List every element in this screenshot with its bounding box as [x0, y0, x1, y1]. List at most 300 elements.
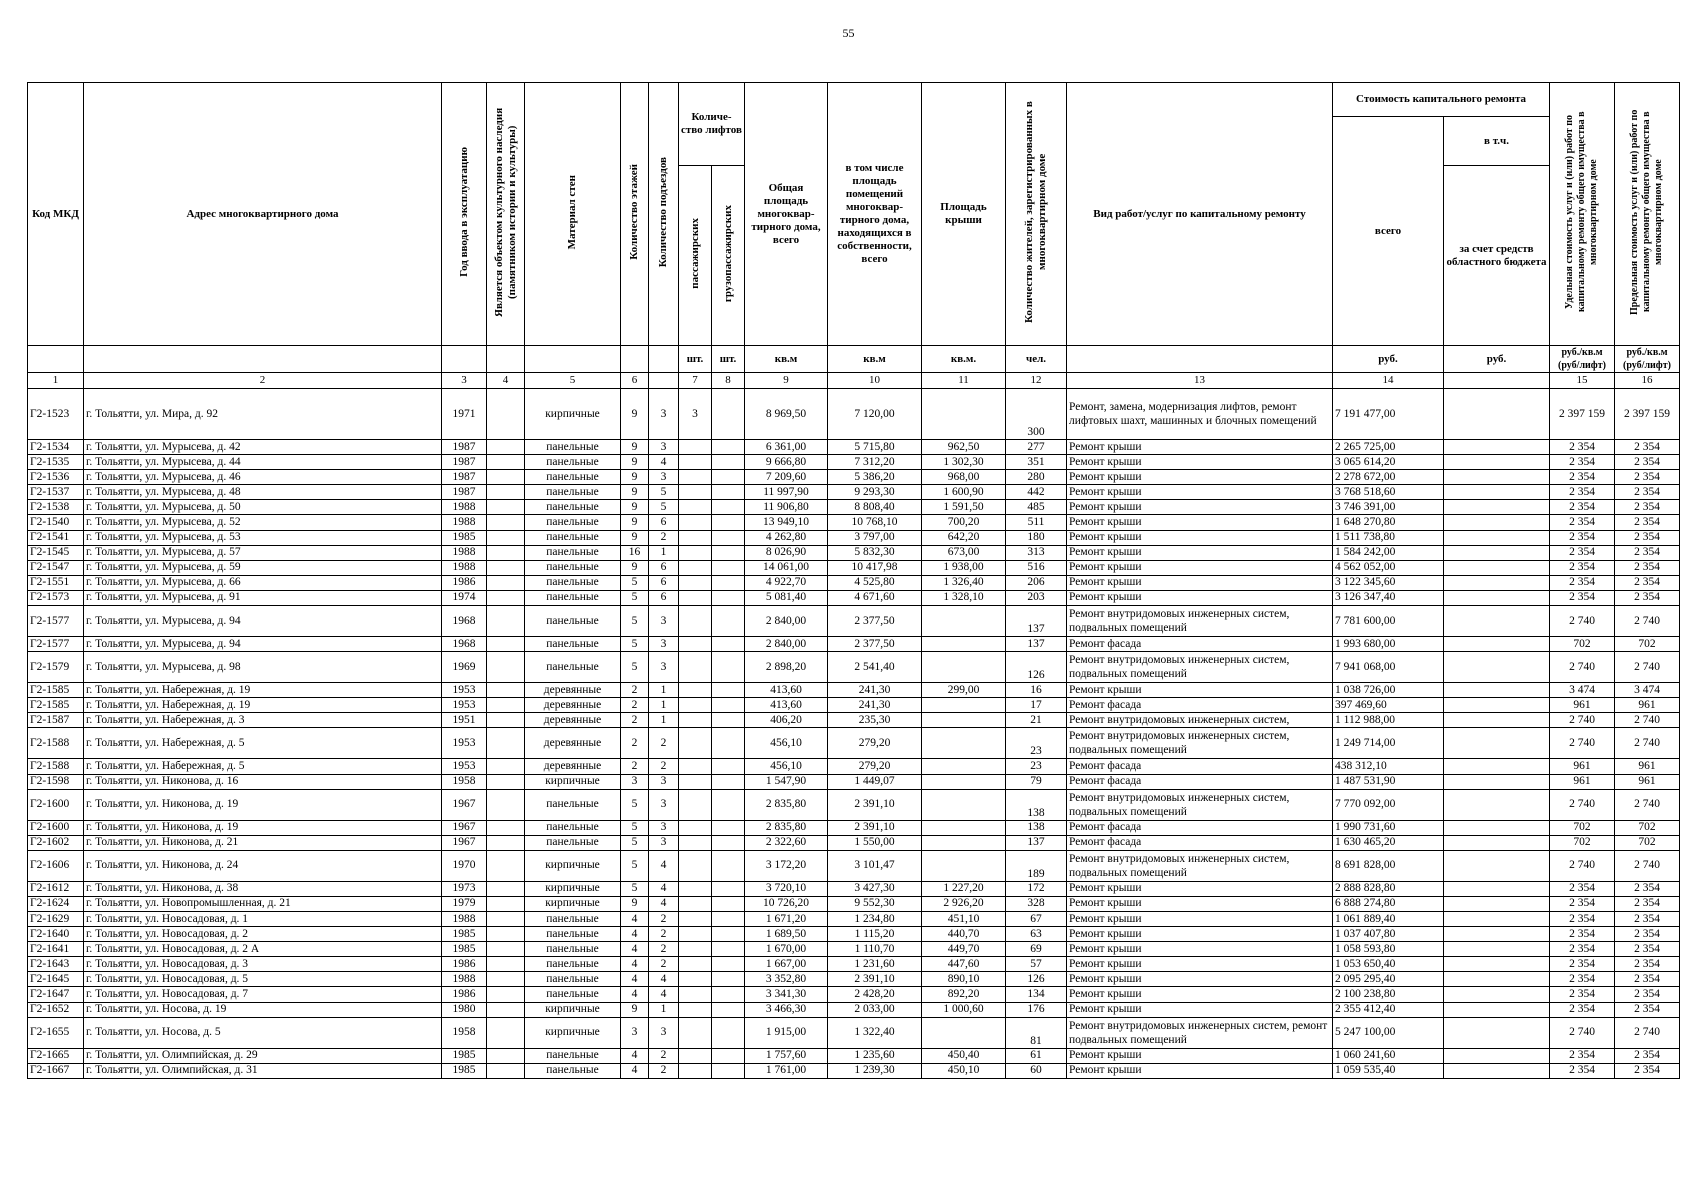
cell-total-area: 2 840,00: [745, 637, 828, 652]
cell-work-type: Ремонт фасада: [1067, 774, 1333, 789]
cell-limit-cost: 2 354: [1615, 560, 1680, 575]
cell-wall-material: деревянные: [525, 683, 621, 698]
cell-total-area: 4 262,80: [745, 530, 828, 545]
cell-total-area: 3 341,30: [745, 987, 828, 1002]
th-floors: Количество этажей: [628, 164, 640, 260]
cell-year: 1967: [442, 789, 487, 820]
cell-entrances: 2: [649, 942, 679, 957]
cell-lifts-cargo: [712, 957, 745, 972]
cell-work-type: Ремонт крыши: [1067, 942, 1333, 957]
cell-unit-cost: 2 354: [1550, 530, 1615, 545]
cell-cost-total: 1 511 738,80: [1333, 530, 1444, 545]
cell-lifts-cargo: [712, 637, 745, 652]
cell-unit-cost: 2 354: [1550, 440, 1615, 455]
cell-heritage: [487, 1063, 525, 1078]
cell-premises-area: 2 391,10: [828, 972, 922, 987]
cell-heritage: [487, 515, 525, 530]
cell-lifts-cargo: [712, 652, 745, 683]
col-number: 11: [922, 373, 1006, 389]
cell-premises-area: 8 808,40: [828, 500, 922, 515]
th-cost-incl: в т.ч.: [1444, 117, 1550, 166]
cell-premises-area: 279,20: [828, 728, 922, 759]
cell-premises-area: 3 427,30: [828, 881, 922, 896]
unit-cell: шт.: [712, 346, 745, 373]
cell-floors: 5: [621, 789, 649, 820]
cell-entrances: 4: [649, 987, 679, 1002]
cell-residents: 277: [1006, 440, 1067, 455]
cell-wall-material: панельные: [525, 789, 621, 820]
col-number: 1: [28, 373, 84, 389]
cell-roof-area: [922, 713, 1006, 728]
cell-total-area: 1 915,00: [745, 1017, 828, 1048]
cell-heritage: [487, 881, 525, 896]
cell-work-type: Ремонт крыши: [1067, 987, 1333, 1002]
cell-work-type: Ремонт крыши: [1067, 530, 1333, 545]
cell-roof-area: [922, 1017, 1006, 1048]
cell-roof-area: [922, 637, 1006, 652]
cell-lifts-passenger: [679, 728, 712, 759]
th-lifts: Количе-ство лифтов: [679, 83, 745, 166]
cell-wall-material: панельные: [525, 1048, 621, 1063]
cell-wall-material: панельные: [525, 545, 621, 560]
unit-cell: чел.: [1006, 346, 1067, 373]
cell-code: Г2-1645: [28, 972, 84, 987]
cell-wall-material: кирпичные: [525, 389, 621, 440]
table-row: [28, 485, 1680, 500]
cell-unit-cost: 2 354: [1550, 1048, 1615, 1063]
cell-total-area: 14 061,00: [745, 560, 828, 575]
cell-cost-total: 2 100 238,80: [1333, 987, 1444, 1002]
cell-residents: 280: [1006, 470, 1067, 485]
cell-cost-regional: [1444, 942, 1550, 957]
cell-address: г. Тольятти, ул. Мира, д. 92: [84, 389, 442, 440]
cell-entrances: 2: [649, 957, 679, 972]
cell-work-type: Ремонт крыши: [1067, 440, 1333, 455]
cell-wall-material: панельные: [525, 470, 621, 485]
unit-cell: руб.: [1333, 346, 1444, 373]
table-row: [28, 774, 1680, 789]
cell-cost-regional: [1444, 698, 1550, 713]
col-number: 3: [442, 373, 487, 389]
cell-wall-material: панельные: [525, 515, 621, 530]
cell-address: г. Тольятти, ул. Набережная, д. 5: [84, 759, 442, 774]
cell-work-type: Ремонт крыши: [1067, 1063, 1333, 1078]
cell-total-area: 456,10: [745, 759, 828, 774]
cell-code: Г2-1547: [28, 560, 84, 575]
cell-wall-material: панельные: [525, 440, 621, 455]
cell-address: г. Тольятти, ул. Никонова, д. 19: [84, 789, 442, 820]
cell-entrances: 1: [649, 1002, 679, 1017]
cell-roof-area: 451,10: [922, 911, 1006, 926]
cell-cost-regional: [1444, 515, 1550, 530]
cell-entrances: 3: [649, 774, 679, 789]
cell-work-type: Ремонт фасада: [1067, 835, 1333, 850]
th-cost-regional: за счет средств областного бюджета: [1444, 166, 1550, 346]
cell-limit-cost: 702: [1615, 637, 1680, 652]
cell-cost-total: 2 095 295,40: [1333, 972, 1444, 987]
cell-cost-regional: [1444, 1017, 1550, 1048]
cell-lifts-passenger: [679, 575, 712, 590]
cell-lifts-passenger: [679, 881, 712, 896]
cell-roof-area: 1 938,00: [922, 560, 1006, 575]
table-row: [28, 500, 1680, 515]
cell-wall-material: панельные: [525, 530, 621, 545]
cell-floors: 9: [621, 530, 649, 545]
table-row: [28, 942, 1680, 957]
cell-heritage: [487, 835, 525, 850]
cell-work-type: Ремонт крыши: [1067, 896, 1333, 911]
cell-roof-area: 890,10: [922, 972, 1006, 987]
cell-limit-cost: 2 740: [1615, 652, 1680, 683]
table-row: [28, 987, 1680, 1002]
cell-lifts-cargo: [712, 1048, 745, 1063]
cell-entrances: 2: [649, 1063, 679, 1078]
cell-wall-material: панельные: [525, 957, 621, 972]
cell-limit-cost: 2 354: [1615, 575, 1680, 590]
cell-lifts-cargo: [712, 972, 745, 987]
cell-entrances: 3: [649, 1017, 679, 1048]
cell-work-type: Ремонт крыши: [1067, 683, 1333, 698]
cell-address: г. Тольятти, ул. Мурысева, д. 46: [84, 470, 442, 485]
cell-address: г. Тольятти, ул. Набережная, д. 19: [84, 683, 442, 698]
cell-address: г. Тольятти, ул. Новосадовая, д. 2 А: [84, 942, 442, 957]
cell-code: Г2-1540: [28, 515, 84, 530]
cell-wall-material: панельные: [525, 652, 621, 683]
cell-total-area: 2 835,80: [745, 789, 828, 820]
cell-address: г. Тольятти, ул. Мурысева, д. 53: [84, 530, 442, 545]
cell-residents: 137: [1006, 637, 1067, 652]
cell-floors: 9: [621, 1002, 649, 1017]
cell-residents: 23: [1006, 759, 1067, 774]
cell-heritage: [487, 637, 525, 652]
cell-lifts-passenger: [679, 1002, 712, 1017]
cell-entrances: 1: [649, 683, 679, 698]
table-row: [28, 820, 1680, 835]
col-number: 4: [487, 373, 525, 389]
table-row: [28, 545, 1680, 560]
cell-premises-area: 241,30: [828, 698, 922, 713]
cell-unit-cost: 3 474: [1550, 683, 1615, 698]
cell-roof-area: 449,70: [922, 942, 1006, 957]
cell-total-area: 3 720,10: [745, 881, 828, 896]
cell-roof-area: 299,00: [922, 683, 1006, 698]
cell-unit-cost: 2 354: [1550, 1063, 1615, 1078]
th-wall-material: Материал стен: [566, 174, 578, 250]
cell-year: 1953: [442, 698, 487, 713]
cell-year: 1971: [442, 389, 487, 440]
cell-limit-cost: 2 354: [1615, 515, 1680, 530]
cell-unit-cost: 2 354: [1550, 972, 1615, 987]
cell-unit-cost: 2 354: [1550, 575, 1615, 590]
cell-unit-cost: 961: [1550, 774, 1615, 789]
cell-roof-area: 892,20: [922, 987, 1006, 1002]
cell-unit-cost: 2 740: [1550, 789, 1615, 820]
cell-cost-regional: [1444, 972, 1550, 987]
cell-total-area: 2 322,60: [745, 835, 828, 850]
cell-entrances: 4: [649, 972, 679, 987]
cell-limit-cost: 961: [1615, 698, 1680, 713]
cell-limit-cost: 961: [1615, 759, 1680, 774]
cell-cost-total: 1 061 889,40: [1333, 911, 1444, 926]
cell-code: Г2-1602: [28, 835, 84, 850]
cell-lifts-passenger: [679, 698, 712, 713]
cell-lifts-passenger: [679, 972, 712, 987]
cell-premises-area: 235,30: [828, 713, 922, 728]
cell-cost-total: 3 126 347,40: [1333, 590, 1444, 605]
cell-lifts-cargo: [712, 1002, 745, 1017]
cell-limit-cost: 2 354: [1615, 485, 1680, 500]
cell-residents: 137: [1006, 835, 1067, 850]
cell-limit-cost: 2 354: [1615, 911, 1680, 926]
col-number: 8: [712, 373, 745, 389]
table-row: [28, 698, 1680, 713]
cell-code: Г2-1551: [28, 575, 84, 590]
cell-heritage: [487, 972, 525, 987]
cell-roof-area: 1 600,90: [922, 485, 1006, 500]
cell-lifts-cargo: [712, 470, 745, 485]
cell-heritage: [487, 545, 525, 560]
cell-roof-area: 450,40: [922, 1048, 1006, 1063]
cell-address: г. Тольятти, ул. Мурысева, д. 94: [84, 637, 442, 652]
cell-unit-cost: 2 354: [1550, 590, 1615, 605]
cell-limit-cost: 2 740: [1615, 713, 1680, 728]
cell-premises-area: 5 715,80: [828, 440, 922, 455]
cell-limit-cost: 2 740: [1615, 606, 1680, 637]
cell-work-type: Ремонт фасада: [1067, 637, 1333, 652]
cell-premises-area: 3 797,00: [828, 530, 922, 545]
cell-limit-cost: 2 354: [1615, 896, 1680, 911]
cell-cost-regional: [1444, 881, 1550, 896]
cell-floors: 2: [621, 728, 649, 759]
cell-heritage: [487, 575, 525, 590]
cell-floors: 5: [621, 652, 649, 683]
cell-residents: 206: [1006, 575, 1067, 590]
cell-floors: 9: [621, 470, 649, 485]
cell-lifts-cargo: [712, 759, 745, 774]
cell-work-type: Ремонт крыши: [1067, 545, 1333, 560]
cell-limit-cost: 2 354: [1615, 1063, 1680, 1078]
th-roof-area: Площадь крыши: [922, 83, 1006, 346]
cell-roof-area: [922, 728, 1006, 759]
cell-premises-area: 2 033,00: [828, 1002, 922, 1017]
unit-cell: кв.м.: [922, 346, 1006, 373]
cell-floors: 4: [621, 987, 649, 1002]
cell-address: г. Тольятти, ул. Набережная, д. 3: [84, 713, 442, 728]
cell-floors: 5: [621, 850, 649, 881]
cell-cost-total: 1 993 680,00: [1333, 637, 1444, 652]
table-row: [28, 560, 1680, 575]
cell-floors: 9: [621, 440, 649, 455]
cell-code: Г2-1534: [28, 440, 84, 455]
cell-total-area: 13 949,10: [745, 515, 828, 530]
cell-residents: 17: [1006, 698, 1067, 713]
cell-lifts-cargo: [712, 575, 745, 590]
cell-heritage: [487, 500, 525, 515]
cell-cost-regional: [1444, 896, 1550, 911]
cell-code: Г2-1647: [28, 987, 84, 1002]
cell-address: г. Тольятти, ул. Никонова, д. 24: [84, 850, 442, 881]
cell-floors: 2: [621, 713, 649, 728]
cell-limit-cost: 702: [1615, 835, 1680, 850]
cell-total-area: 5 081,40: [745, 590, 828, 605]
cell-work-type: Ремонт крыши: [1067, 515, 1333, 530]
cell-work-type: Ремонт крыши: [1067, 575, 1333, 590]
cell-entrances: 3: [649, 789, 679, 820]
cell-work-type: Ремонт крыши: [1067, 470, 1333, 485]
cell-lifts-passenger: [679, 1063, 712, 1078]
cell-lifts-cargo: [712, 728, 745, 759]
cell-premises-area: 5 832,30: [828, 545, 922, 560]
cell-unit-cost: 702: [1550, 637, 1615, 652]
cell-lifts-passenger: [679, 500, 712, 515]
cell-wall-material: деревянные: [525, 728, 621, 759]
cell-cost-regional: [1444, 652, 1550, 683]
cell-cost-total: 1 060 241,60: [1333, 1048, 1444, 1063]
cell-heritage: [487, 560, 525, 575]
cell-limit-cost: 2 354: [1615, 545, 1680, 560]
cell-lifts-cargo: [712, 440, 745, 455]
cell-cost-total: 438 312,10: [1333, 759, 1444, 774]
cell-code: Г2-1545: [28, 545, 84, 560]
cell-lifts-cargo: [712, 1063, 745, 1078]
col-number: 15: [1550, 373, 1615, 389]
cell-lifts-passenger: [679, 545, 712, 560]
cell-year: 1969: [442, 652, 487, 683]
th-address: Адрес многоквартирного дома: [84, 83, 442, 346]
cell-heritage: [487, 1002, 525, 1017]
cell-address: г. Тольятти, ул. Носова, д. 19: [84, 1002, 442, 1017]
cell-year: 1951: [442, 713, 487, 728]
cell-lifts-cargo: [712, 911, 745, 926]
cell-address: г. Тольятти, ул. Новосадовая, д. 7: [84, 987, 442, 1002]
cell-code: Г2-1585: [28, 683, 84, 698]
cell-total-area: 1 670,00: [745, 942, 828, 957]
cell-lifts-cargo: [712, 942, 745, 957]
cell-wall-material: кирпичные: [525, 896, 621, 911]
cell-floors: 3: [621, 1017, 649, 1048]
cell-cost-total: 8 691 828,00: [1333, 850, 1444, 881]
cell-address: г. Тольятти, ул. Мурысева, д. 50: [84, 500, 442, 515]
cell-floors: 5: [621, 575, 649, 590]
unit-cell: кв.м: [828, 346, 922, 373]
table-row: [28, 440, 1680, 455]
cell-entrances: 4: [649, 896, 679, 911]
cell-floors: 9: [621, 389, 649, 440]
cell-work-type: Ремонт внутридомовых инженерных систем, подвальных помещений: [1067, 652, 1333, 683]
cell-entrances: 3: [649, 835, 679, 850]
cell-code: Г2-1641: [28, 942, 84, 957]
cell-lifts-cargo: [712, 590, 745, 605]
cell-code: Г2-1537: [28, 485, 84, 500]
cell-entrances: 2: [649, 1048, 679, 1063]
cell-cost-total: 7 941 068,00: [1333, 652, 1444, 683]
cell-year: 1985: [442, 927, 487, 942]
cell-entrances: 3: [649, 470, 679, 485]
cell-year: 1987: [442, 485, 487, 500]
cell-entrances: 3: [649, 440, 679, 455]
cell-floors: 5: [621, 606, 649, 637]
cell-year: 1985: [442, 1063, 487, 1078]
cell-residents: 511: [1006, 515, 1067, 530]
cell-floors: 5: [621, 881, 649, 896]
cell-wall-material: панельные: [525, 606, 621, 637]
th-lifts-passenger: пассажирских: [688, 218, 701, 289]
cell-unit-cost: 2 354: [1550, 485, 1615, 500]
cell-lifts-passenger: [679, 455, 712, 470]
cell-lifts-cargo: [712, 1017, 745, 1048]
cell-entrances: 2: [649, 927, 679, 942]
cell-wall-material: деревянные: [525, 759, 621, 774]
cell-code: Г2-1577: [28, 637, 84, 652]
cell-year: 1985: [442, 942, 487, 957]
cell-total-area: 2 840,00: [745, 606, 828, 637]
cell-code: Г2-1652: [28, 1002, 84, 1017]
cell-lifts-cargo: [712, 789, 745, 820]
cell-unit-cost: 2 354: [1550, 500, 1615, 515]
th-heritage: Является объектом культурного наследия (памятником истории и культуры): [492, 107, 518, 317]
cell-entrances: 3: [649, 637, 679, 652]
cell-residents: 137: [1006, 606, 1067, 637]
table-row: [28, 575, 1680, 590]
cell-limit-cost: 702: [1615, 820, 1680, 835]
cell-address: г. Тольятти, ул. Никонова, д. 21: [84, 835, 442, 850]
cell-floors: 9: [621, 560, 649, 575]
cell-heritage: [487, 820, 525, 835]
cell-wall-material: деревянные: [525, 698, 621, 713]
cell-total-area: 1 761,00: [745, 1063, 828, 1078]
cell-residents: 21: [1006, 713, 1067, 728]
cell-heritage: [487, 683, 525, 698]
table-row: [28, 835, 1680, 850]
cell-year: 1974: [442, 590, 487, 605]
cell-code: Г2-1600: [28, 789, 84, 820]
cell-cost-total: 2 278 672,00: [1333, 470, 1444, 485]
cell-roof-area: [922, 835, 1006, 850]
cell-cost-regional: [1444, 637, 1550, 652]
cell-limit-cost: 3 474: [1615, 683, 1680, 698]
col-number: 6: [621, 373, 649, 389]
cell-floors: 4: [621, 1063, 649, 1078]
cell-unit-cost: 702: [1550, 820, 1615, 835]
cell-code: Г2-1587: [28, 713, 84, 728]
cell-wall-material: кирпичные: [525, 774, 621, 789]
cell-wall-material: панельные: [525, 820, 621, 835]
cell-residents: 189: [1006, 850, 1067, 881]
cell-cost-regional: [1444, 485, 1550, 500]
cell-cost-total: 1 648 270,80: [1333, 515, 1444, 530]
cell-roof-area: [922, 820, 1006, 835]
cell-cost-total: 1 037 407,80: [1333, 927, 1444, 942]
cell-wall-material: панельные: [525, 500, 621, 515]
th-premises-area: в том числе площадь помещений многоквар-тирного дома, находящихся в собственности, всего: [828, 83, 922, 346]
cell-roof-area: 1 591,50: [922, 500, 1006, 515]
cell-lifts-passenger: [679, 987, 712, 1002]
cell-entrances: 1: [649, 698, 679, 713]
cell-cost-total: 3 768 518,60: [1333, 485, 1444, 500]
cell-lifts-passenger: [679, 683, 712, 698]
cell-heritage: [487, 713, 525, 728]
th-code: Код МКД: [28, 83, 84, 346]
cell-floors: 5: [621, 590, 649, 605]
cell-residents: 516: [1006, 560, 1067, 575]
cell-address: г. Тольятти, ул. Никонова, д. 16: [84, 774, 442, 789]
page-number: 55: [842, 26, 855, 40]
cell-roof-area: [922, 850, 1006, 881]
cell-year: 1953: [442, 759, 487, 774]
cell-lifts-cargo: [712, 500, 745, 515]
cell-wall-material: панельные: [525, 835, 621, 850]
cell-entrances: 6: [649, 515, 679, 530]
